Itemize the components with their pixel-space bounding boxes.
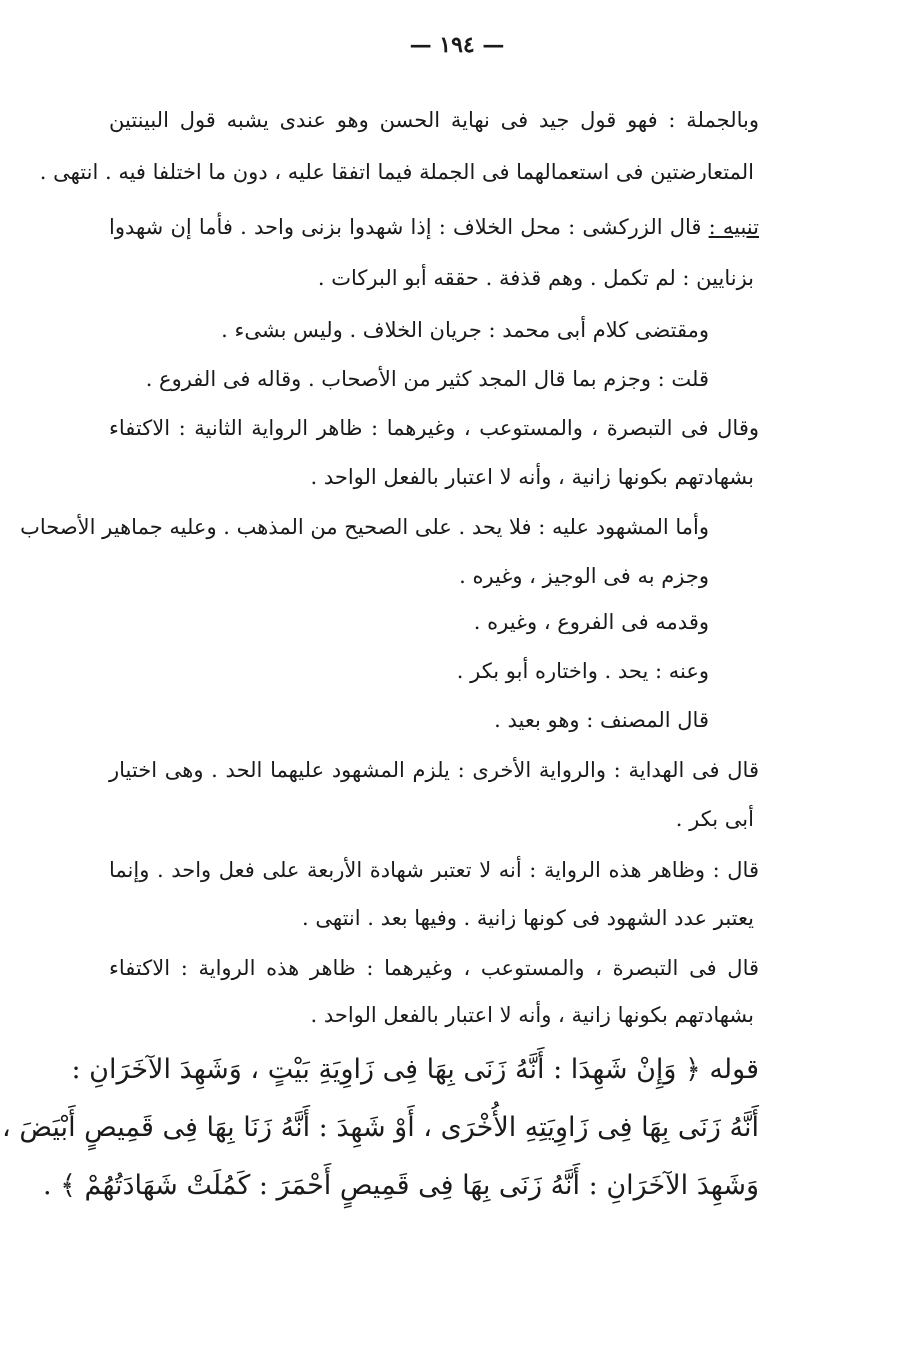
text-line: قال المصنف : وهو بعيد . — [494, 708, 709, 732]
tanbih-label: تنبيه : — [708, 215, 759, 239]
text-line: قلت : وجزم بما قال المجد كثير من الأصحاب . وقاله فى الفروع . — [145, 367, 709, 391]
text-line: ومقتضى كلام أبى محمد : جريان الخلاف . وليس بشىء . — [221, 318, 709, 342]
quran-line: قوله ﴿ وَإِنْ شَهِدَا : أَنَّهُ زَنَى بِهَا فِى زَاوِيَةِ بَيْتٍ ، وَشَهِدَ الآخَرَانِ : — [71, 1054, 759, 1085]
text-line: قال الزركشى : محل الخلاف : إذا شهدوا بزنى واحد . فأما إن شهدوا — [109, 215, 702, 239]
page-number: — ١٩٤ — — [409, 32, 505, 58]
text-line: وجزم به فى الوجيز ، وغيره . — [459, 564, 709, 588]
text-line: قال فى الهداية : والرواية الأخرى : يلزم المشهود عليهما الحد . وهى اختيار — [109, 758, 759, 782]
text-line: المتعارضتين فى استعمالهما فى الجملة فيما اتفقا عليه ، دون ما اختلفا فيه . انتهى . — [39, 160, 754, 184]
text-line: قال فى التبصرة ، والمستوعب ، وغيرهما : ظاهر هذه الرواية : الاكتفاء — [109, 956, 759, 980]
text-line: بشهادتهم بكونها زانية ، وأنه لا اعتبار بالفعل الواحد . — [310, 1003, 754, 1027]
text-line: وأما المشهود عليه : فلا يحد . على الصحيح من المذهب . وعليه جماهير الأصحاب — [20, 515, 709, 539]
text-line: وقدمه فى الفروع ، وغيره . — [473, 610, 709, 634]
text-line-tanbih — [109, 212, 759, 242]
text-line: يعتبر عدد الشهود فى كونها زانية . وفيها بعد . انتهى . — [302, 906, 754, 930]
text-line: بزنايين : لم تكمل . وهم قذفة . حققه أبو البركات . — [317, 266, 754, 290]
text-line: قال : وظاهر هذه الرواية : أنه لا تعتبر شهادة الأربعة على فعل واحد . وإنما — [109, 858, 759, 882]
quran-line: أَنَّهُ زَنَى بِهَا فِى زَاوِيَتِهِ الأُخْرَى ، أَوْ شَهِدَ : أَنَّهُ زَنَا بِهَا فِى قَمِيصٍ أَبْيَضَ ، — [2, 1112, 759, 1143]
text-line: وبالجملة : فهو قول جيد فى نهاية الحسن وهو عندى يشبه قول البينتين — [109, 108, 759, 132]
text-line: أبى بكر . — [675, 807, 754, 831]
quran-line: وَشَهِدَ الآخَرَانِ : أَنَّهُ زَنَى بِهَا فِى قَمِيصٍ أَحْمَرَ : كَمُلَتْ شَهَادَتُهُمْ ﴾ . — [42, 1170, 759, 1201]
text-line: بشهادتهم بكونها زانية ، وأنه لا اعتبار بالفعل الواحد . — [310, 465, 754, 489]
text-line: وقال فى التبصرة ، والمستوعب ، وغيرهما : ظاهر الرواية الثانية : الاكتفاء — [109, 416, 759, 440]
text-line: وعنه : يحد . واختاره أبو بكر . — [456, 659, 709, 683]
